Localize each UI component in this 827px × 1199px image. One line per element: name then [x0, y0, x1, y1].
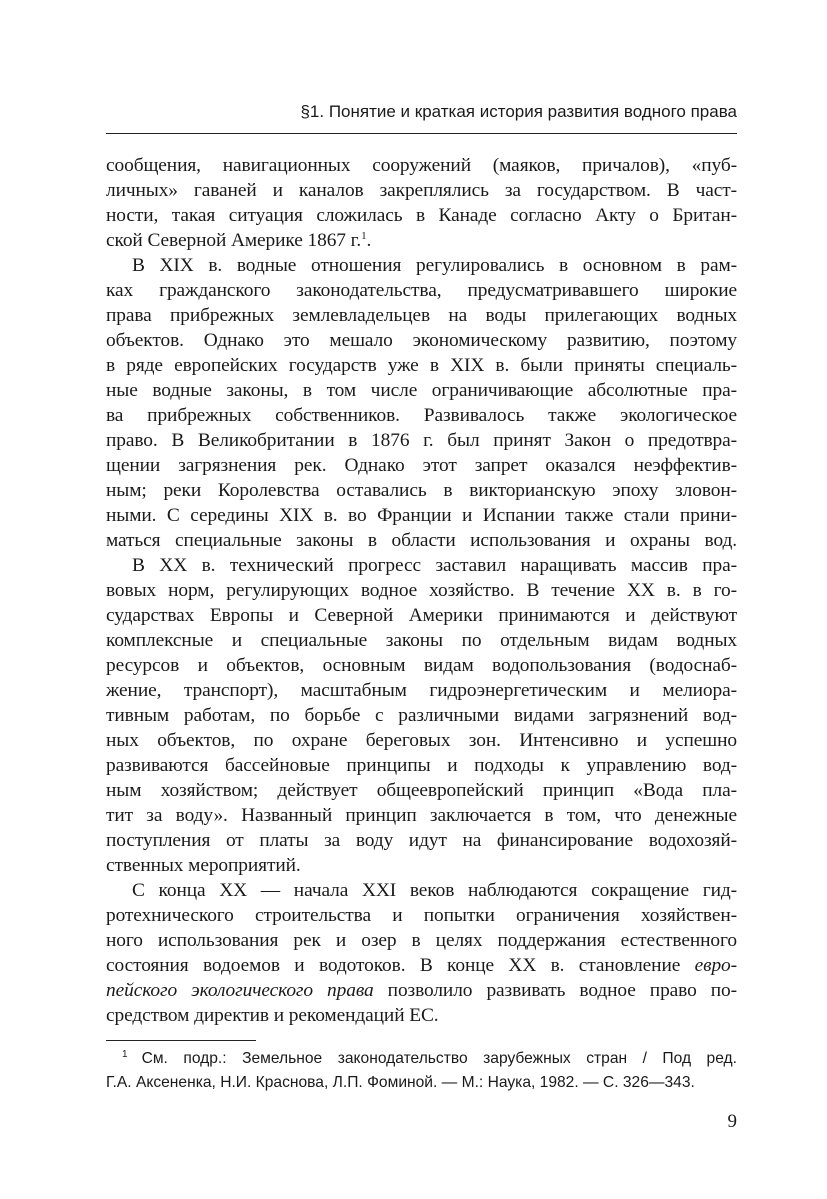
text-line: сообщения, навигационных сооружений (маяков, причалов), «пуб- — [106, 155, 737, 176]
text-line: сударствах Европы и Северной Америки принимаются и действуют — [106, 605, 737, 626]
text-line: поступления от платы за воду идут на финансирование водохозяй- — [106, 830, 737, 851]
text-line: ными. С середины XIX в. во Франции и Испании также стали прини- — [106, 505, 737, 526]
text-line: ным; реки Королевства оставались в викторианскую эпоху зловон- — [106, 480, 737, 501]
footnote-line — [106, 1047, 737, 1071]
text-line: ным хозяйством; действует общеевропейский принцип «Вода пла- — [106, 780, 737, 801]
footnote-rule — [106, 1040, 256, 1041]
text-line: вовых норм, регулирующих водное хозяйство. В течение XX в. в го- — [106, 580, 737, 601]
text-line: тит за воду». Названный принцип заключается в том, что денежные — [106, 805, 737, 826]
text-line: ресурсов и объектов, основным видам водопользования (водоснаб- — [106, 655, 737, 676]
page-number: 9 — [727, 1111, 737, 1132]
text-line: объектов. Однако это мешало экономическому развитию, поэтому — [106, 330, 737, 351]
text-fragment: . — [366, 230, 372, 251]
text-line: ных объектов, по охране береговых зон. Интенсивно и успешно — [106, 730, 737, 751]
text-line: ротехнического строительства и попытки ограничения хозяйствен- — [106, 905, 737, 926]
text-line: права прибрежных землевладельцев на воды прилегающих водных — [106, 305, 737, 326]
footnote-reference[interactable]: 1 — [361, 230, 367, 242]
text-line: щении загрязнения рек. Однако этот запрет оказался неэффектив- — [106, 455, 737, 476]
text-line: В XIX в. водные отношения регулировались в основном в рам- — [132, 255, 737, 276]
italic-term: евро- — [694, 955, 737, 976]
text-line: ные водные законы, в том числе ограничивающие абсолютные пра- — [106, 380, 737, 401]
text-line: личных» гаваней и каналов закреплялись за государством. В част- — [106, 180, 737, 201]
text-line — [106, 228, 737, 253]
text-line: комплексные и специальные законы по отдельным видам водных — [106, 630, 737, 651]
text-fragment: состояния водоемов и водотоков. В конце XX в. становление — [106, 955, 695, 976]
footnote-text: См. подр.: Земельное законодательство зарубежных стран / Под ред. — [141, 1050, 737, 1067]
running-header: §1. Понятие и краткая история развития водного права — [300, 102, 737, 121]
italic-term: пейского экологического права — [106, 980, 374, 1001]
text-fragment: позволило развивать водное право по- — [373, 980, 737, 1001]
text-line: ках гражданского законодательства, предусматривавшего широкие — [106, 280, 737, 301]
footnote-mark: 1 — [122, 1049, 128, 1060]
text-line: средством директив и рекомендаций ЕС. — [106, 1005, 439, 1026]
text-line: право. В Великобритании в 1876 г. был принят Закон о предотвра- — [106, 430, 737, 451]
footnote — [106, 1047, 737, 1095]
text-line: ственных мероприятий. — [106, 855, 301, 876]
text-line: тивным работам, по борьбе с различными видами загрязнений вод- — [106, 705, 737, 726]
text-line — [106, 978, 737, 1003]
main-text — [106, 153, 737, 1028]
text-line: в ряде европейских государств уже в XIX в. были приняты специаль- — [106, 355, 737, 376]
text-line: ва прибрежных собственников. Развивалось также экологическое — [106, 405, 737, 426]
text-line — [106, 953, 737, 978]
text-line: ности, такая ситуация сложилась в Канаде согласно Акту о Британ- — [106, 205, 737, 226]
text-line: С конца XX — начала XXI веков наблюдаются сокращение гид- — [132, 880, 737, 901]
text-line: жение, транспорт), масштабным гидроэнергетическим и мелиора- — [106, 680, 737, 701]
text-line: развиваются бассейновые принципы и подходы к управлению вод- — [106, 755, 737, 776]
header-rule — [106, 133, 737, 134]
text-line: ного использования рек и озер в целях поддержания естественного — [106, 930, 737, 951]
text-line: В XX в. технический прогресс заставил наращивать массив пра- — [132, 555, 737, 576]
footnote-line: Г.А. Аксененка, Н.И. Краснова, Л.П. Фоминой. — М.: Наука, 1982. — С. 326—343. — [106, 1074, 695, 1091]
text-fragment: ской Северной Америке 1867 г. — [106, 230, 362, 251]
text-line: маться специальные законы в области использования и охраны вод. — [106, 530, 737, 551]
